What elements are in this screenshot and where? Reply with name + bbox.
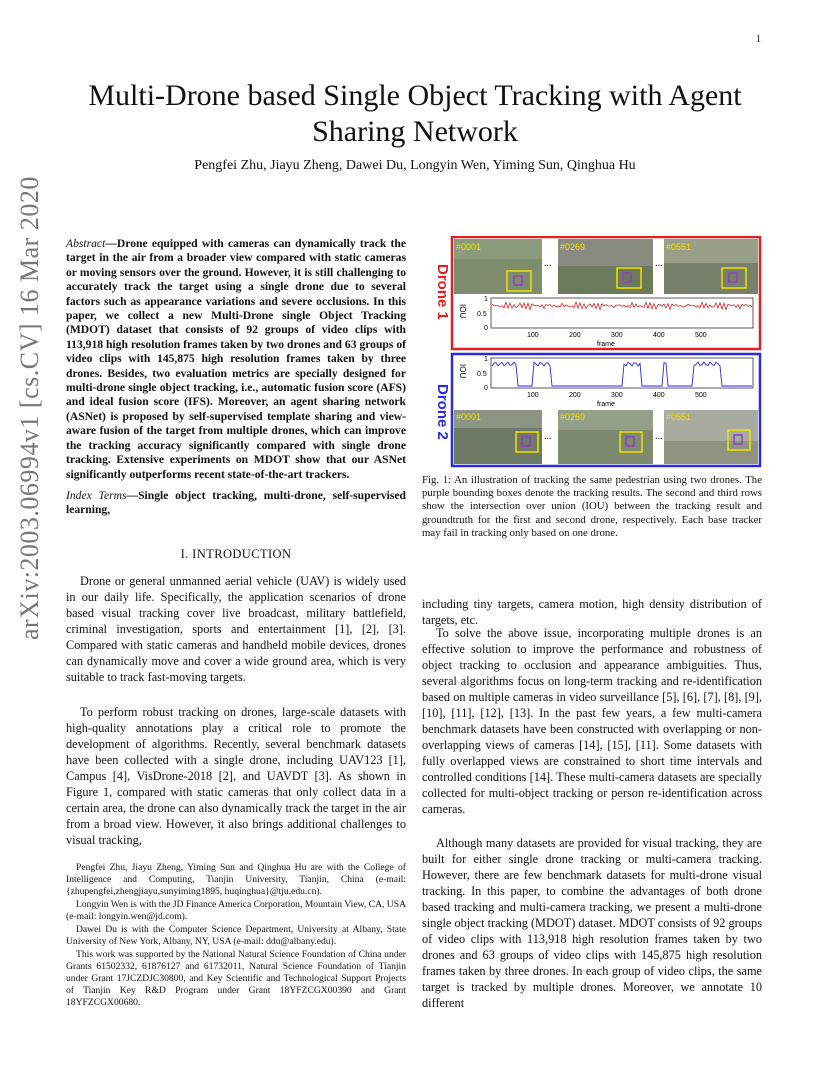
intro-paragraph-2 — [66, 704, 406, 848]
drone1-label: Drone 1 — [434, 264, 451, 320]
footnotes — [66, 862, 406, 1010]
ellipsis-2: ... — [655, 258, 663, 269]
xtick-1b: 200 — [569, 332, 581, 339]
ytick-2a: 1 — [484, 356, 488, 363]
drone2-frame-1-label: #0001 — [456, 412, 482, 422]
intro-paragraph-1-text: Drone or general unmanned aerial vehicle (UAV) is widely used in our daily life. Specifically, the application scenarios of drone based visual tracking cover live broadcast, military battlefield, criminal investigation, sports and entertainment [1], [2], [3]. Compared with static cameras and handheld mobile devices, drones can dynamically move and cover a wide ground area, which is very suitable to track fast-moving targets. — [66, 574, 406, 684]
paper-title: Multi-Drone based Single Object Tracking with Agent Sharing Network — [88, 79, 742, 148]
ellipsis-4: ... — [655, 431, 663, 442]
xtick-1d: 400 — [653, 332, 665, 339]
author-list: Pengfei Zhu, Jiayu Zheng, Dawei Du, Longyin Wen, Yiming Sun, Qinghua Hu — [194, 158, 636, 173]
abstract — [66, 237, 406, 482]
figure-1 — [432, 236, 762, 468]
drone2-label: Drone 2 — [434, 384, 451, 440]
drone2-frame-3-label: #0551 — [666, 412, 692, 422]
xtick-2a: 100 — [527, 392, 539, 399]
xtick-2c: 300 — [611, 392, 623, 399]
xlabel-2: frame — [597, 401, 615, 408]
drone1-frame-1-label: #0001 — [456, 242, 482, 252]
drone2-frame-2-label: #0269 — [560, 412, 586, 422]
section-heading: I. INTRODUCTION — [180, 547, 292, 561]
index-terms-text: —Single object tracking, multi-drone, self-supervised learning, — [66, 489, 406, 517]
xlabel-1: frame — [597, 341, 615, 348]
right-paragraph-2 — [422, 625, 762, 817]
right-paragraph-3-text: Although many datasets are provided for visual tracking, they are built for either single drone tracking or multi-camera tracking. However, there are few benchmark datasets for multi-drone visual tracking. In this paper, to combine the advantages of both drone based tracking and multi-camera tracking, we present a multi-drone single object tracking (MDOT) dataset. MDOT consists of 92 groups of video clips with 113,918 high resolution frames taken by two drones and 63 groups of video clips with 145,875 high resolution frames taken by three drones. In each group of video clips, the same target is tracked by multiple drones. Moreover, we annotate 10 different — [422, 836, 762, 1010]
ytick-2b: 0.5 — [477, 371, 487, 378]
index-terms-lead: Index Terms — [66, 489, 127, 502]
footnote-affiliation-1: Pengfei Zhu, Jiayu Zheng, Yiming Sun and Qinghua Hu are with the College of Intelligence and Computing, Tianjin University, Tianjin, China (e-mail: {zhupengfei,zhengjiayu,sunyiming1895, huqinghua}@tju.edu.cn). — [66, 862, 406, 897]
xtick-2b: 200 — [569, 392, 581, 399]
ytick-1a: 1 — [484, 296, 488, 303]
xtick-2d: 400 — [653, 392, 665, 399]
iou-series-drone1 — [492, 302, 752, 310]
right-paragraph-1-text: including tiny targets, camera motion, high density distribution of targets, etc. — [422, 597, 762, 627]
xtick-2e: 500 — [695, 392, 707, 399]
iou-axis-label-1: IOU — [458, 304, 467, 319]
ellipsis-3: ... — [544, 431, 552, 442]
intro-paragraph-2-text: To perform robust tracking on drones, large-scale datasets with high-quality annotations play a critical role to promote the development of algorithms. Recently, several benchmark datasets have been collected with a single drone, including UAV123 [1], Campus [4], VisDrone-2018 [2], and UAVDT [3]. As shown in Figure 1, compared with static cameras that only collect data in a certain area, the drone can also dynamically track the target in the air from a broad view. However, it also brings additional challenges to visual tracking, — [66, 705, 406, 847]
page-number: 1 — [756, 34, 761, 45]
iou-plot-1 — [491, 298, 753, 328]
xtick-1a: 100 — [527, 332, 539, 339]
abstract-lead: Abstract — [66, 237, 106, 250]
figure-caption: Fig. 1: An illustration of tracking the same pedestrian using two drones. The purple bounding boxes denote the tracking results. The second and third rows show the intersection over union (IOU) between the tracking result and groundtruth for the first and second drone, respectively. Each base tracker may fail in tracking only based on one drone. — [422, 474, 762, 539]
figure-1-graphic — [432, 236, 762, 468]
ytick-1c: 0 — [484, 325, 488, 332]
right-paragraph-3 — [422, 835, 762, 1011]
drone1-frame-3-label: #0551 — [666, 242, 692, 252]
ytick-2c: 0 — [484, 385, 488, 392]
right-paragraph-1 — [422, 596, 762, 628]
footnote-affiliation-3: Dawei Du is with the Computer Science Department, University at Albany, State University of New York, Albany, NY, USA (e-mail: ddu@albany.edu). — [66, 924, 406, 947]
footnote-affiliation-2: Longyin Wen is with the JD Finance America Corporation, Mountain View, CA, USA (e-mail: longyin.wen@jd.com). — [66, 899, 406, 922]
iou-series-drone2 — [492, 362, 752, 386]
abstract-text: —Drone equipped with cameras can dynamically track the target in the air from a broader view compared with static cameras or moving sensors over the ground. However, it is still challenging to accurately track the target using a single drone due to several factors such as appearance variations and severe occlusions. In this paper, we collect a new Multi-Drone single Object Tracking (MDOT) dataset that consists of 92 groups of video clips with 113,918 high resolution frames taken by two drones and 63 groups of video clips with 145,875 high resolution frames taken by three drones. Besides, two evaluation metrics are specially designed for multi-drone single object tracking, i.e., automatic fusion score (AFS) and ideal fusion score (IFS). Moreover, an agent sharing network (ASNet) is proposed by self-supervised template sharing and view-aware fusion of the target from multiple drones, which can improve the tracking accuracy significantly compared with single drone tracking. Extensive experiments on MDOT show that our ASNet significantly outperforms recent state-of-the-art trackers. — [66, 237, 406, 481]
footnote-funding: This work was supported by the National Natural Science Foundation of China under Grants 61502332, 61876127 and 61732011, Natural Science Foundation of Tianjin under Grant 17JCZDJC30800, and Key Scientific and Technological Support Projects of Tianjin Key R&D Program under Grant 18YFZCGX00390 and Grant 18YFZCGX00680. — [66, 949, 406, 1008]
index-terms — [66, 489, 406, 518]
xtick-1c: 300 — [611, 332, 623, 339]
iou-axis-label-2: IOU — [458, 364, 467, 379]
intro-paragraph-1 — [66, 573, 406, 685]
right-paragraph-2-text: To solve the above issue, incorporating multiple drones is an effective solution to improve the performance and robustness of object tracking to occlusion and appearance ambiguities. Thus, several algorithms focus on long-term tracking and re-identification based on multiple cameras in video surveillance [5], [6], [7], [8], [9], [10], [11], [12], [13]. In the past few years, a few multi-camera benchmark datasets have been constructed with overlapping or non-overlapping views of cameras [14], [15], [11]. Some datasets with fully overlapped views are constrained to short time intervals and controlled conditions [14]. These multi-camera datasets are specially collected for multi-object tracking or person re-identification across cameras. — [422, 626, 762, 816]
xtick-1e: 500 — [695, 332, 707, 339]
ytick-1b: 0.5 — [477, 311, 487, 318]
drone1-frame-2-label: #0269 — [560, 242, 586, 252]
ellipsis-1: ... — [544, 258, 552, 269]
arxiv-identifier: arXiv:2003.06994v1 [cs.CV] 16 Mar 2020 — [15, 176, 44, 640]
